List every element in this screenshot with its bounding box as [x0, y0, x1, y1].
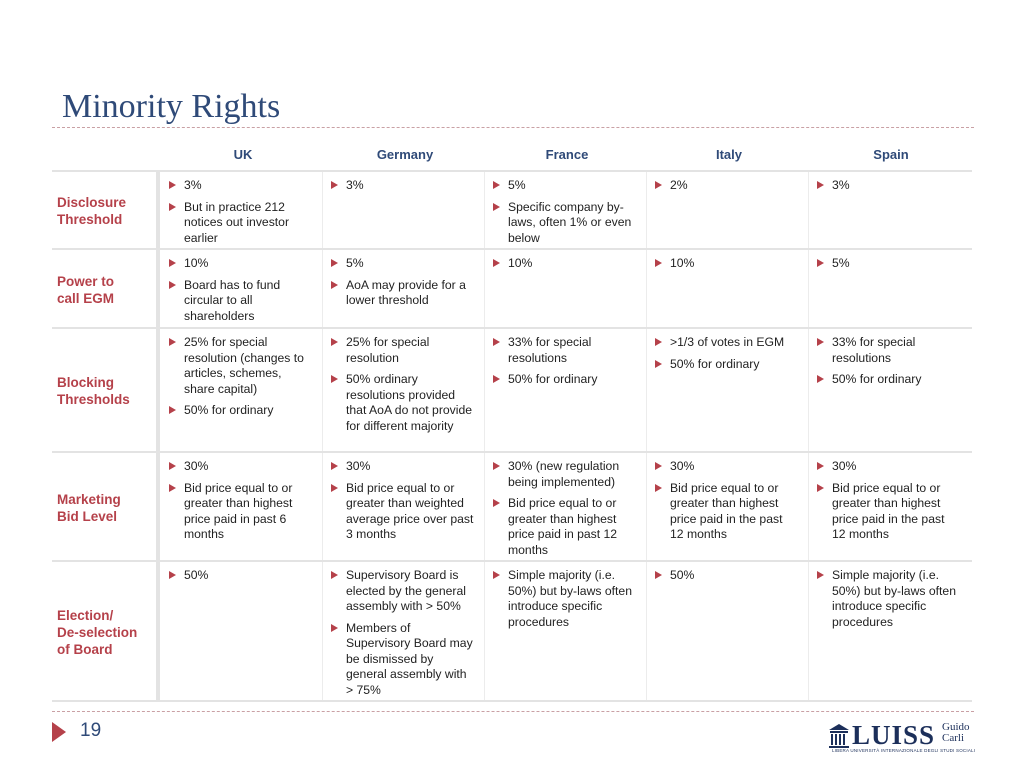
table-cell-italy [652, 178, 798, 194]
bullet-text: Board has to fund circular to all shareholders [184, 277, 281, 323]
row-label-line: of Board [57, 642, 113, 657]
table-cell-italy [652, 335, 798, 372]
bullet-item [490, 496, 636, 558]
footer-divider [52, 711, 974, 712]
bullet-text: Specific company by-laws, often 1% or even below [508, 199, 632, 245]
row-label [57, 491, 121, 525]
bullet-arrow-icon [817, 375, 824, 383]
bullet-item [166, 335, 312, 397]
row-label-line: Threshold [57, 212, 123, 227]
row-label-line: Election/ [57, 608, 114, 623]
bullet-text: 25% for special resolution (changes to articles, schemes, share capital) [184, 335, 304, 396]
bullet-item [166, 178, 312, 194]
table-cell-france [490, 256, 636, 272]
bullet-text: Bid price equal to or greater than weighted average price over past 3 months [346, 480, 474, 541]
row-label [57, 607, 137, 658]
bullet-arrow-icon [655, 259, 662, 267]
page-number: 19 [80, 720, 102, 741]
bullet-text: 25% for special resolution [346, 335, 430, 365]
bullet-arrow-icon [493, 181, 500, 189]
bullet-text: 3% [184, 178, 202, 192]
bullet-item [490, 372, 636, 388]
luiss-logo [828, 720, 974, 754]
table-cell-germany [328, 178, 474, 194]
bullet-item [328, 372, 474, 434]
bullet-arrow-icon [331, 624, 338, 632]
row-label-line: Disclosure [57, 195, 127, 210]
bullet-item [166, 459, 312, 475]
logo-sub-guido: Guido [942, 721, 970, 733]
bullet-text: 50% for ordinary [184, 403, 274, 417]
bullet-arrow-icon [817, 338, 824, 346]
bullet-text: 50% ordinary resolutions provided that AoA do not provide for different majority [346, 372, 473, 433]
bullet-text: Simple majority (i.e. 50%) but by-laws often introduce specific procedures [508, 568, 632, 629]
bullet-item [814, 256, 960, 272]
bullet-text: 3% [346, 178, 364, 192]
row-label [57, 273, 114, 307]
logo-wordmark: LUISS [852, 720, 936, 750]
bullet-arrow-icon [817, 462, 824, 470]
table-cell-france [490, 178, 636, 246]
page-title: Minority Rights [62, 88, 281, 125]
bullet-item [490, 568, 636, 630]
bullet-item [328, 621, 474, 699]
row-label-line: Power to [57, 274, 115, 289]
bullet-text: 5% [832, 256, 850, 270]
column-header-france: France [545, 147, 589, 162]
table-cell-germany [328, 568, 474, 698]
bullet-arrow-icon [331, 181, 338, 189]
bullet-item [328, 459, 474, 475]
table-cell-italy [652, 459, 798, 543]
table-cell-france [490, 459, 636, 558]
bullet-arrow-icon [493, 203, 500, 211]
bullet-item [652, 256, 798, 272]
bullet-arrow-icon [817, 259, 824, 267]
row-label [57, 374, 130, 408]
bullet-arrow-icon [655, 571, 662, 579]
row-label-line: De-selection [57, 625, 138, 640]
logo-tagline: LIBERA UNIVERSITÀ INTERNAZIONALE DEGLI STUDI SOCIALI [832, 748, 976, 753]
bullet-arrow-icon [493, 462, 500, 470]
logo-sub-carli: Carli [942, 732, 964, 744]
row-label-line: Bid Level [57, 509, 118, 524]
bullet-text: 30% [346, 459, 371, 473]
bullet-item [652, 357, 798, 373]
bullet-text: Simple majority (i.e. 50%) but by-laws often introduce specific procedures [832, 568, 956, 629]
table-cell-germany [328, 335, 474, 434]
bullet-text: Supervisory Board is elected by the general assembly with > 50% [346, 568, 466, 613]
bullet-arrow-icon [331, 375, 338, 383]
bullet-item [166, 278, 312, 325]
column-header-spain: Spain [873, 147, 909, 162]
bullet-item [814, 568, 960, 630]
bullet-arrow-icon [331, 259, 338, 267]
bullet-item [490, 459, 636, 490]
bullet-text: 3% [832, 178, 850, 192]
bullet-arrow-icon [817, 484, 824, 492]
bullet-text: 50% for ordinary [670, 356, 760, 371]
table-cell-germany [328, 256, 474, 309]
table-cell-uk [166, 178, 312, 246]
bullet-item [814, 372, 960, 388]
bullet-text: 2% [670, 178, 688, 192]
table-cell-spain [814, 178, 960, 194]
column-header-italy: Italy [715, 147, 742, 162]
bullet-arrow-icon [817, 181, 824, 189]
bullet-text: Bid price equal to or greater than highest price paid in the past 12 months [832, 480, 945, 541]
bullet-text: 30% [670, 459, 695, 473]
bullet-text: 10% [184, 256, 209, 270]
bullet-arrow-icon [655, 181, 662, 189]
bullet-arrow-icon [331, 281, 338, 289]
bullet-item [652, 335, 798, 351]
bullet-arrow-icon [655, 462, 662, 470]
bullet-text: 10% [670, 256, 695, 270]
bullet-arrow-icon [169, 281, 176, 289]
column-header-germany: Germany [376, 147, 434, 162]
row-label [57, 194, 126, 228]
bullet-arrow-icon [493, 375, 500, 383]
bullet-item [328, 178, 474, 194]
bullet-text: AoA may provide for a lower threshold [346, 277, 466, 307]
bullet-item [814, 335, 960, 366]
page-marker-icon [52, 722, 66, 742]
bullet-arrow-icon [655, 360, 662, 368]
bullet-item [814, 459, 960, 475]
bullet-item [166, 403, 312, 419]
bullet-arrow-icon [169, 338, 176, 346]
table-cell-spain [814, 256, 960, 272]
bullet-item [652, 568, 798, 584]
table-cell-uk [166, 459, 312, 543]
bullet-text: 5% [346, 256, 364, 270]
bullet-item [652, 481, 798, 543]
bullet-text: 10% [508, 256, 533, 270]
table-cell-uk [166, 568, 312, 584]
bullet-text: 33% for special resolutions [832, 335, 916, 365]
bullet-text: >1/3 of votes in EGM [670, 335, 785, 349]
bullet-arrow-icon [817, 571, 824, 579]
bullet-arrow-icon [331, 338, 338, 346]
bullet-text: Bid price equal to or greater than highest price paid in past 6 months [184, 480, 293, 541]
row-label-line: call EGM [57, 291, 115, 306]
bullet-item [328, 568, 474, 615]
bullet-text: 30% [832, 459, 857, 473]
bullet-arrow-icon [493, 499, 500, 507]
bullet-item [490, 335, 636, 366]
bullet-item [328, 335, 474, 366]
bullet-item [814, 481, 960, 543]
title-divider [52, 127, 974, 128]
bullet-item [490, 256, 636, 272]
bullet-arrow-icon [169, 571, 176, 579]
table-cell-italy [652, 568, 798, 584]
bullet-arrow-icon [331, 571, 338, 579]
bullet-item [652, 178, 798, 194]
bullet-item [166, 256, 312, 272]
bullet-text: 50% [184, 568, 209, 582]
bullet-arrow-icon [493, 338, 500, 346]
bullet-text: 30% [184, 459, 209, 473]
bullet-arrow-icon [169, 181, 176, 189]
bullet-item [490, 200, 636, 247]
bullet-item [652, 459, 798, 475]
bullet-arrow-icon [493, 259, 500, 267]
table-cell-france [490, 335, 636, 388]
bullet-arrow-icon [169, 259, 176, 267]
row-label-line: Thresholds [57, 392, 130, 407]
table-cell-spain [814, 335, 960, 388]
table-cell-uk [166, 335, 312, 419]
bullet-arrow-icon [493, 571, 500, 579]
bullet-item [328, 278, 474, 309]
bullet-arrow-icon [169, 462, 176, 470]
bullet-arrow-icon [169, 406, 176, 414]
temple-icon [828, 723, 850, 749]
bullet-item [166, 481, 312, 543]
bullet-item [490, 178, 636, 194]
bullet-text: Bid price equal to or greater than highest price paid in the past 12 months [670, 480, 783, 541]
bullet-item [166, 200, 312, 247]
bullet-arrow-icon [331, 484, 338, 492]
row-label-line: Blocking [57, 375, 115, 390]
bullet-arrow-icon [169, 484, 176, 492]
bullet-text: Bid price equal to or greater than highest price paid in past 12 months [508, 496, 618, 557]
bullet-text: 33% for special resolutions [508, 335, 592, 365]
table-cell-france [490, 568, 636, 630]
bullet-text: 30% (new regulation being implemented) [508, 459, 620, 489]
row-label-line: Marketing [57, 492, 121, 507]
bullet-arrow-icon [331, 462, 338, 470]
table-cell-spain [814, 568, 960, 630]
bullet-text: Members of Supervisory Board may be dismissed by general assembly with > 75% [346, 620, 473, 697]
bullet-arrow-icon [655, 484, 662, 492]
bullet-text: 50% [670, 568, 695, 582]
bullet-text: But in practice 212 notices out investor earlier [184, 199, 290, 245]
bullet-item [328, 256, 474, 272]
table-cell-germany [328, 459, 474, 543]
column-header-uk: UK [233, 147, 253, 162]
bullet-arrow-icon [169, 203, 176, 211]
table-cell-italy [652, 256, 798, 272]
bullet-item [328, 481, 474, 543]
table-cell-uk [166, 256, 312, 324]
bullet-item [814, 178, 960, 194]
bullet-text: 50% for ordinary [508, 372, 598, 386]
table-cell-spain [814, 459, 960, 543]
bullet-text: 50% for ordinary [832, 372, 922, 386]
bullet-text: 5% [508, 178, 526, 192]
bullet-item [166, 568, 312, 584]
bullet-arrow-icon [655, 338, 662, 346]
